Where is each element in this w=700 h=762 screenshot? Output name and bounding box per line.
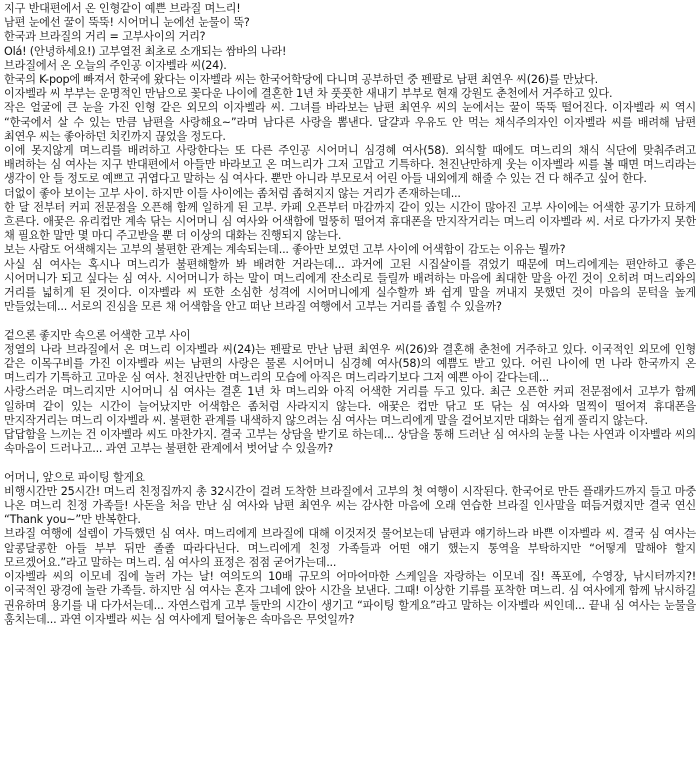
section-paragraph: 이자벨라 씨의 이모네 집에 놀러 가는 날! 여의도의 10배 규모의 어마어마한 스케일을 자랑하는 이모네 집! 폭포에, 수영장, 낚시터까지?! 이국적인 광경에 놀란 가족들. 하지만 심 여사는 혼자 그네에 앉아 시간을 보낸다. 그때! 이상한 기류를 포착한 며느리. 심 여사에게 함께 낚시하길 권유하며 용기를 내 다가서는데... 자연스럽게 고부 둘만의 시간이 생기고 “파이팅 할게요”라고 말하는 이자벨라 씨인데... 끝내 심 여사는 눈물을 훔치는데... 과연 이자벨라 씨는 심 여사에게 털어놓은 속마음은 무엇일까? — [4, 570, 696, 626]
intro-line: 지구 반대편에서 온 인형같이 예쁜 브라질 며느리! — [4, 2, 241, 15]
intro-paragraph: 보는 사람도 어색해지는 고부의 불편한 관계는 계속되는데... 좋아만 보였던 고부 사이에 어색함이 감도는 이유는 뭘까? — [4, 243, 566, 257]
section-2 — [4, 471, 696, 627]
intro-line: 브라질에서 온 오늘의 주인공 이자벨라 씨(24). — [4, 58, 227, 72]
paragraph-spacer — [4, 456, 696, 470]
intro-paragraph: 한국의 K-pop에 빠져서 한국에 왔다는 이자벨라 씨는 한국어학당에 다니며 공부하던 중 펜팔로 남편 최연우 씨(26)를 만났다. — [4, 73, 599, 87]
intro-paragraph: 작은 얼굴에 큰 눈을 가진 인형 같은 외모의 이자벨라 씨. 그녀를 바라보는 남편 최연우 씨의 눈에서는 꿀이 뚝뚝 떨어진다. 이자벨라 씨 역시 “한국에서 살 수 있는 만큼 남편을 사랑해요~”라며 남다른 사랑을 뽐낸다. 달걀과 우유도 안 먹는 채식주의자인 이자벨라 씨를 배려해 남편 최연우 씨는 좋아하던 치킨까지 끊었을 정도다. — [4, 101, 696, 143]
intro-paragraph: 사실 심 여사는 혹시나 며느리가 불편해할까 봐 배려한 거라는데... 과거에 고된 시집살이를 겪었기 때문에 며느리에게는 편안하고 좋은 시어머니가 되고 싶다는 심 여사. 시어머니가 하는 말이 며느리에게 잔소리로 들릴까 배려하는 마음에 최대한 말을 아낀 것이 오히려 며느리와의 거리를 넓히게 된 것이다. 이자벨라 씨 또한 소심한 성격에 시어머니에게 실수할까 봐 쉽게 말을 꺼내지 못했던 것이 마음의 문턱을 높게 만들었는데... 서로의 진심을 모른 채 어색함을 안고 떠난 브라질 여행에서 고부는 거리를 좁힐 수 있을까? — [4, 257, 696, 314]
intro-line: 남편 눈에선 꿀이 뚝뚝! 시어머니 눈에선 눈물이 뚝? — [4, 16, 250, 30]
section-heading: 어머니, 앞으로 파이팅 할게요 — [4, 470, 145, 484]
intro-paragraph: 더없이 좋아 보이는 고부 사이. 하지만 이들 사이에는 좀처럼 좁혀지지 않는 거리가 존재하는데... — [4, 186, 461, 200]
section-heading: 겉으론 좋지만 속으론 어색한 고부 사이 — [4, 328, 191, 342]
paragraph-spacer — [4, 314, 696, 328]
section-paragraph: 정열의 나라 브라질에서 온 며느리 이자벨라 씨(24)는 펜팔로 만난 남편 최연우 씨(26)와 결혼해 춘천에 거주하고 있다. 이국적인 외모에 인형 같은 이목구비를 가진 이자벨라 씨는 남편의 사랑은 물론 시어머니 심경혜 여사(58)의 예쁨도 받고 있다. 어린 나이에 먼 나라 한국까지 온 며느리가 기특하고 고마운 심 여사. 천진난만한 며느리의 모습에 아직은 며느리라기보다 그저 예쁜 아이 같다는데... — [4, 342, 696, 385]
intro-paragraph: 이자벨라 씨 부부는 운명적인 만남으로 꽃다운 나이에 결혼한 1년 차 풋풋한 새내기 부부로 현재 강원도 춘천에서 거주하고 있다. — [4, 87, 613, 101]
section-paragraph: 사랑스러운 며느리지만 시어머니 심 여사는 결혼 1년 차 며느리와 아직 어색한 거리를 두고 있다. 최근 오픈한 커피 전문점에서 고부가 함께 일하며 같이 있는 시간이 늘어났지만 어색함은 좀처럼 사라지지 않는다. 애꿎은 컵만 닦고 또 닦는 심 여사와 멀찍이 떨어져 휴대폰을 만지작거리는 며느리 이자벨라 씨. 불편한 관계를 내색하지 않으려는 심 여사는 며느리에게 말을 걸어보지만 대화는 쉽게 풀리지 않는다. — [4, 385, 696, 427]
intro-paragraph: 한 달 전부터 커피 전문점을 오픈해 함께 일하게 된 고부. 카페 오픈부터 마감까지 같이 있는 시간이 많아진 고부 사이에는 어색한 공기가 묘하게 흐른다. 애꿎은 유리컵만 계속 닦는 시어머니 심 여사와 어색함에 멀뚱히 떨어져 휴대폰을 만지작거리는 며느리 이자벨라 씨. 서로 다가가지 못한 채 필요한 말만 몇 마디 주고받을 뿐 더 이상의 대화는 진행되지 않는다. — [4, 200, 696, 243]
section-paragraph: 브라질 여행에 설렘이 가득했던 심 여사. 며느리에게 브라질에 대해 이것저것 물어보는데 남편과 얘기하느라 바쁜 이자벨라 씨. 결국 심 여사는 알콩달콩한 아들 부부 뒤만 졸졸 따라다닌다. 며느리에게 친정 가족들과 어떤 얘기 했는지 통역을 부탁하지만 “어떻게 말해야 할지 모르겠어요.”라고 말하는 며느리. 심 여사의 표정은 점점 굳어가는데... — [4, 527, 696, 569]
intro-block — [4, 2, 696, 314]
intro-line: Olá! (안녕하세요!) 고부열전 최초로 소개되는 쌈바의 나라! — [4, 44, 287, 58]
section-paragraph: 비행시간만 25시간! 며느리 친정집까지 총 32시간이 걸려 도착한 브라질에서 고부의 첫 여행이 시작된다. 한국어로 만든 플래카드까지 들고 마중 나온 며느리 친정 가족들! 사돈을 처음 만난 심 여사와 남편 최연우 씨는 감사한 마음에 오래 연습한 브라질 인사말을 떠듬거렸지만 결국 연신 “Thank you~”만 반복한다. — [4, 484, 696, 527]
section-1 — [4, 329, 696, 457]
intro-paragraph: 이에 못지않게 며느리를 배려하고 사랑한다는 또 다른 주인공 시어머니 심경혜 여사(58). 외식할 때에도 며느리의 채식 식단에 맞춰주려고 배려하는 심 여사는 지구 반대편에서 아들만 바라보고 온 며느리가 그저 고맙고 기특하다. 천진난만하게 웃는 이자벨라 씨를 볼 때면 며느리라는 생각이 안 들 정도로 예쁘고 귀엽다고 말하는 심 여사다. 뿐만 아니라 부모로서 어린 아들 내외에게 해줄 수 있는 건 다 해주고 싶어 한다. — [4, 144, 696, 186]
intro-line: 한국과 브라질의 거리 = 고부사이의 거리? — [4, 30, 206, 44]
section-paragraph: 답답함을 느끼는 건 이자벨라 씨도 마찬가지. 결국 고부는 상담을 받기로 하는데... 상담을 통해 드러난 심 여사의 눈물 나는 사연과 이자벨라 씨의 속마음이 드러나고... 과연 고부는 불편한 관계에서 벗어날 수 있을까? — [4, 428, 696, 456]
